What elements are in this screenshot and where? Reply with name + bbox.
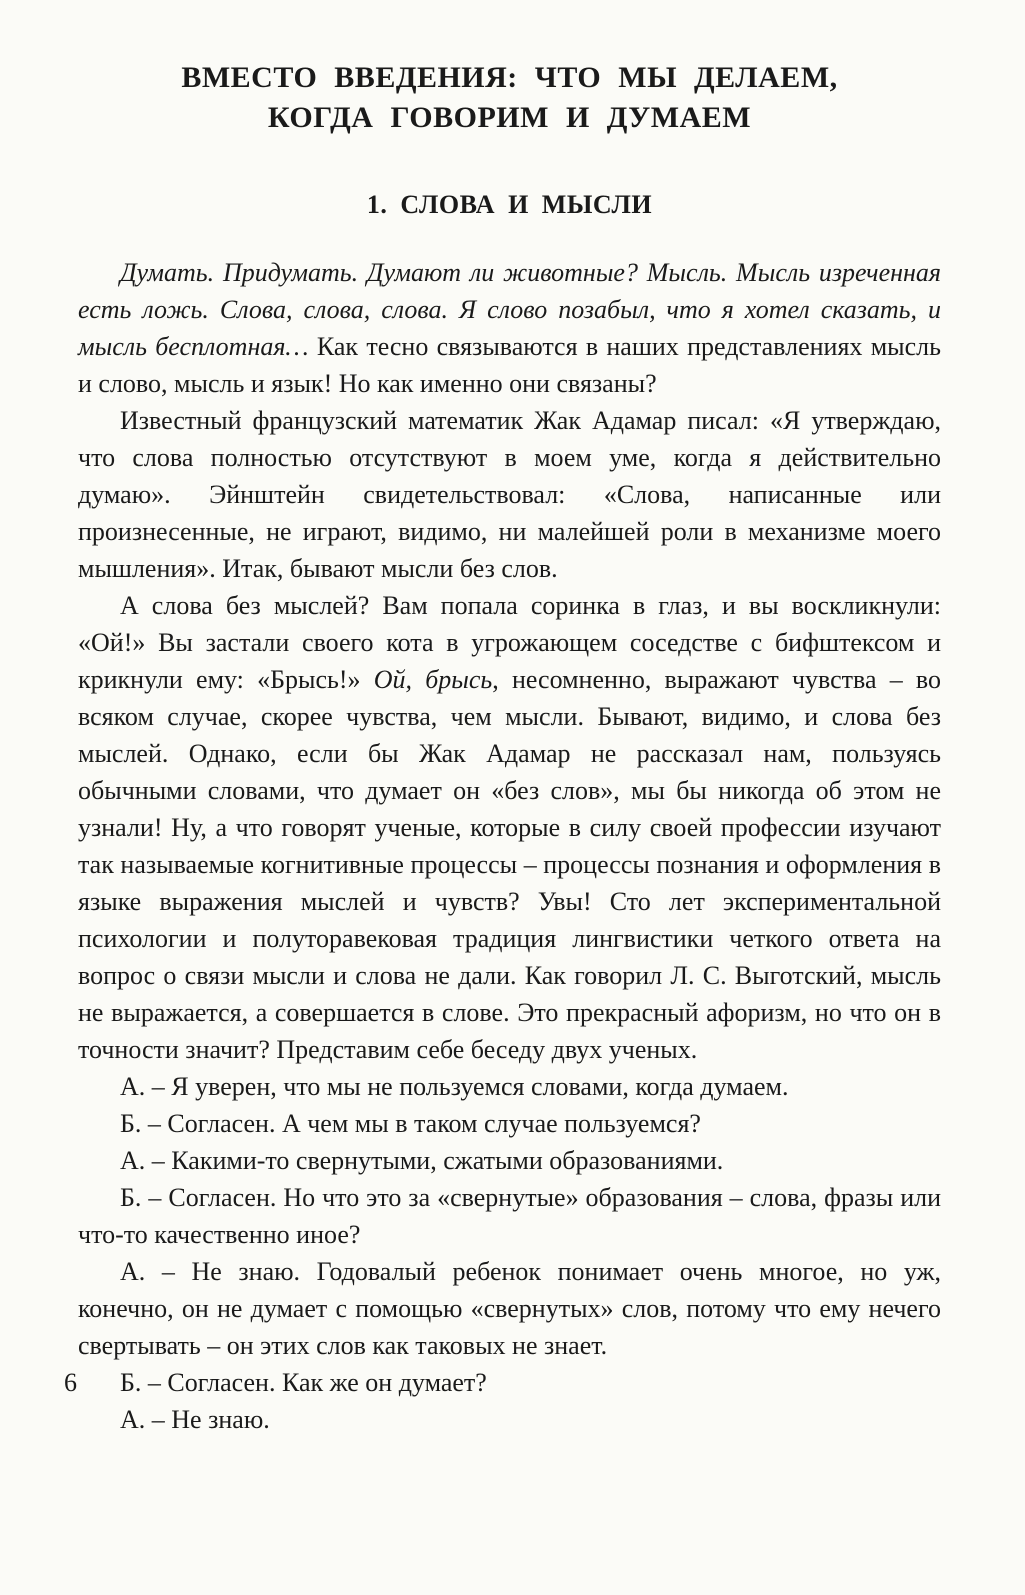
- paragraph-segment: А слова без мыслей? Вам попала соринка в глаз, и вы воскликнули: «Ой!» Вы застали своего кота в угрожающем соседстве с бифштексом и крикнули ему: «Брысь!»: [78, 591, 941, 694]
- paragraph: [78, 1179, 941, 1253]
- paragraph-segment: Б. – Согласен. А чем мы в таком случае пользуемся?: [120, 1109, 701, 1138]
- paragraph: [78, 254, 941, 402]
- paragraph: [78, 1253, 941, 1364]
- paragraph: [78, 1068, 941, 1105]
- chapter-title-line1: ВМЕСТО ВВЕДЕНИЯ: ЧТО МЫ ДЕЛАЕМ,: [181, 61, 838, 94]
- paragraph-segment: Б. – Согласен. Как же он думает?: [120, 1368, 487, 1397]
- paragraph-segment: Б. – Согласен. Но что это за «свернутые» образования – слова, фразы или что-то качественно иное?: [78, 1183, 941, 1249]
- paragraph-segment: Известный французский математик Жак Адамар писал: «Я утверждаю, что слова полностью отсутствуют в моем уме, когда я действительно думаю». Эйнштейн свидетельствовал: «Слова, написанные или произнесенные, не играют, видимо, ни малейшей роли в механизме моего мышления». Итак, бывают мысли без слов.: [78, 406, 941, 583]
- paragraph: [78, 587, 941, 1068]
- paragraph: [78, 1105, 941, 1142]
- paragraph-segment: Как тесно связываются в наших представлениях мысль и слово, мысль и язык! Но как именно они связаны?: [78, 332, 942, 398]
- paragraph: [78, 1142, 941, 1179]
- paragraph: [78, 1364, 941, 1401]
- chapter-title-line2: КОГДА ГОВОРИМ И ДУМАЕМ: [267, 101, 752, 134]
- paragraph: [78, 402, 941, 587]
- page-number: 6: [64, 1368, 77, 1397]
- paragraph-segment: А. – Не знаю. Годовалый ребенок понимает очень многое, но уж, конечно, он не думает с помощью «свернутых» слов, потому что ему нечего свертывать – он этих слов как таковых не знает.: [78, 1257, 941, 1360]
- paragraph-segment: А. – Я уверен, что мы не пользуемся словами, когда думаем.: [120, 1072, 789, 1101]
- paragraph-segment: Думать. Придумать. Думают ли животные? Мысль. Мысль изреченная есть ложь. Слова, слова, слова. Я слово позабыл, что я хотел сказать, и мысль бесплотная…: [78, 258, 941, 361]
- chapter-title: [78, 58, 941, 138]
- body-text: [78, 254, 941, 1438]
- paragraph-segment: , несомненно, выражают чувства – во всяком случае, скорее чувства, чем мысли. Бывают, видимо, и слова без мыслей. Однако, если бы Жак Адамар не рассказал нам, пользуясь обычными словами, что думает он «без слов», мы бы никогда об этом не узнали! Ну, а что говорят ученые, которые в силу своей профессии изучают так называемые когнитивные процессы – процессы познания и оформления в языке выражения мыслей и чувств? Увы! Сто лет экспериментальной психологии и полуторавековая традиция лингвистики четкого ответа на вопрос о связи мысли и слова не дали. Как говорил Л. С. Выготский, мысль не выражается, а совершается в слове. Это прекрасный афоризм, но что он в точности значит? Представим себе беседу двух ученых.: [78, 665, 941, 1064]
- paragraph: [78, 1401, 941, 1438]
- paragraph-segment: А. – Не знаю.: [120, 1405, 270, 1434]
- paragraph-segment: А. – Какими-то свернутыми, сжатыми образованиями.: [120, 1146, 724, 1175]
- section-heading: 1. СЛОВА И МЫСЛИ: [366, 190, 653, 219]
- paragraph-segment: Ой, брысь: [373, 665, 493, 694]
